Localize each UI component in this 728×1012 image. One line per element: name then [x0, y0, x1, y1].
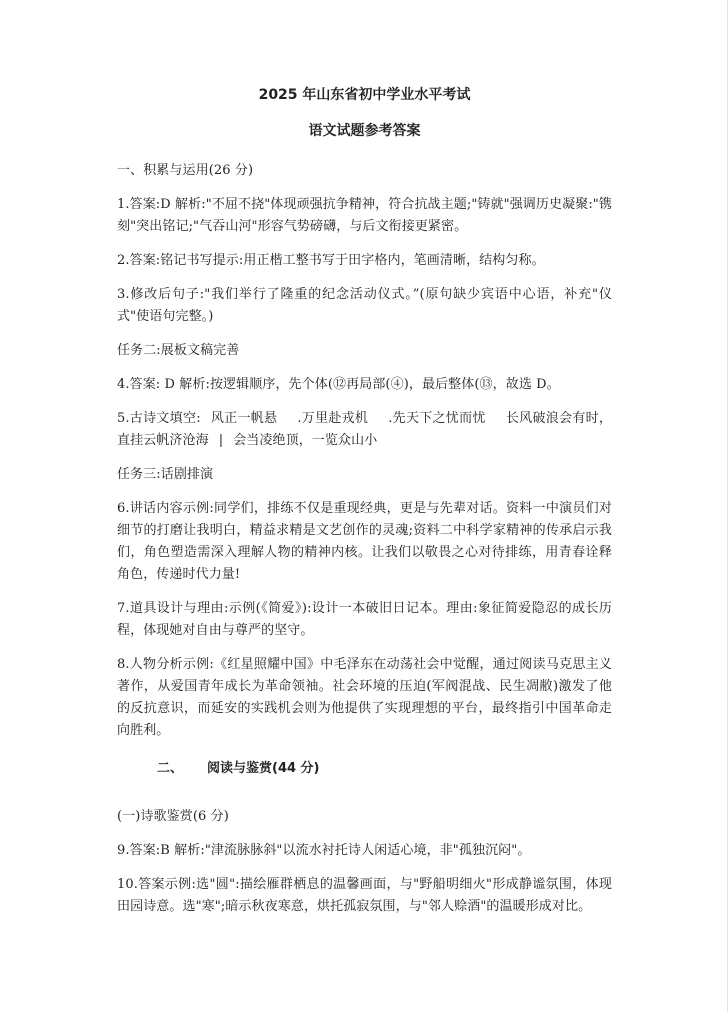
answer-1: 1.答案:D 解析:"不屈不挠"体现顽强抗争精神，符合抗战主题;"铸就"强调历史凝聚:"镌刻"突出铭记;"气吞山河"形容气势磅礴，与后文衔接更紧密。 — [117, 197, 612, 234]
document-title: 2025 年山东省初中学业水平考试 — [258, 87, 471, 103]
answer-5-lead: 5.古诗文填空: — [117, 411, 201, 426]
answer-5-a: 风正一帆悬 — [210, 411, 278, 426]
section-1-heading: 一、积累与运用(26 分) — [117, 163, 254, 178]
answer-10: 10.答案示例:选"圆":描绘雁群栖息的温馨画面，与"野船明细火"形成静谧氛围，体现田园诗意。选"寒";暗示秋夜寒意，烘托孤寂氛围，与"邻人赊酒"的温暖形成对比。 — [117, 877, 612, 914]
answer-5-separator: | — [218, 433, 224, 448]
answer-3: 3.修改后句子:"我们举行了隆重的纪念活动仪式。”(原句缺少宾语中心语，补充"仪式"使语句完整。) — [117, 287, 612, 324]
subsection-1-heading: (一)诗歌鉴赏(6 分) — [117, 809, 229, 824]
answer-2: 2.答案:铭记书写提示:用正楷工整书写于田字格内，笔画清晰，结构匀称。 — [117, 253, 545, 268]
task-3-heading: 任务三:话剧排演 — [117, 467, 214, 482]
answer-7: 7.道具设计与理由:示例(《简爱》):设计一本破旧日记本。理由:象征简爱隐忍的成长历程，体现她对自由与尊严的坚守。 — [117, 601, 612, 638]
task-2-heading: 任务二:展板文稿完善 — [117, 343, 240, 358]
answer-9: 9.答案:B 解析:"津流脉脉斜"以流水衬托诗人闲适心境，非"孤独沉闷"。 — [117, 843, 531, 858]
answer-8: 8.人物分析示例:《红星照耀中国》中毛泽东在动荡社会中觉醒，通过阅读马克思主义著作，从爱国青年成长为革命领袖。社会环境的压迫(军阀混战、民生凋敝)激发了他的反抗意识，而延安的实践机会则为他提供了实现理想的平台，最终指引中国革命走向胜利。 — [117, 657, 612, 738]
section-2-title: 阅读与鉴赏(44 分) — [207, 761, 320, 776]
answer-5 — [117, 408, 612, 452]
answer-5-e: 会当凌绝顶，一览众山小 — [233, 433, 378, 448]
answer-6: 6.讲话内容示例:同学们，排练不仅是重现经典，更是与先辈对话。资料一中演员们对细节的打磨让我明白，精益求精是文艺创作的灵魂;资料二中科学家精神的传承启示我们，角色塑造需深入理解人物的精神内核。让我们以敬畏之心对待排练，用青春诠释角色，传递时代力量! — [117, 501, 612, 582]
answer-5-b: .万里赴戎机 — [297, 411, 369, 426]
document-subtitle: 语文试题参考答案 — [308, 123, 421, 139]
answer-5-c: .先天下之忧而忧 — [388, 411, 486, 426]
section-2-number: 二、 — [157, 761, 184, 776]
answer-5-d: 长风破浪会有时，直挂云帆济沧海 — [117, 411, 612, 448]
section-2-heading — [157, 758, 612, 780]
document-body — [117, 84, 612, 930]
answer-4: 4.答案: D 解析:按逻辑顺序，先个体(⑫再局部(④)，最后整体(⑬，故选 D。 — [117, 377, 560, 392]
